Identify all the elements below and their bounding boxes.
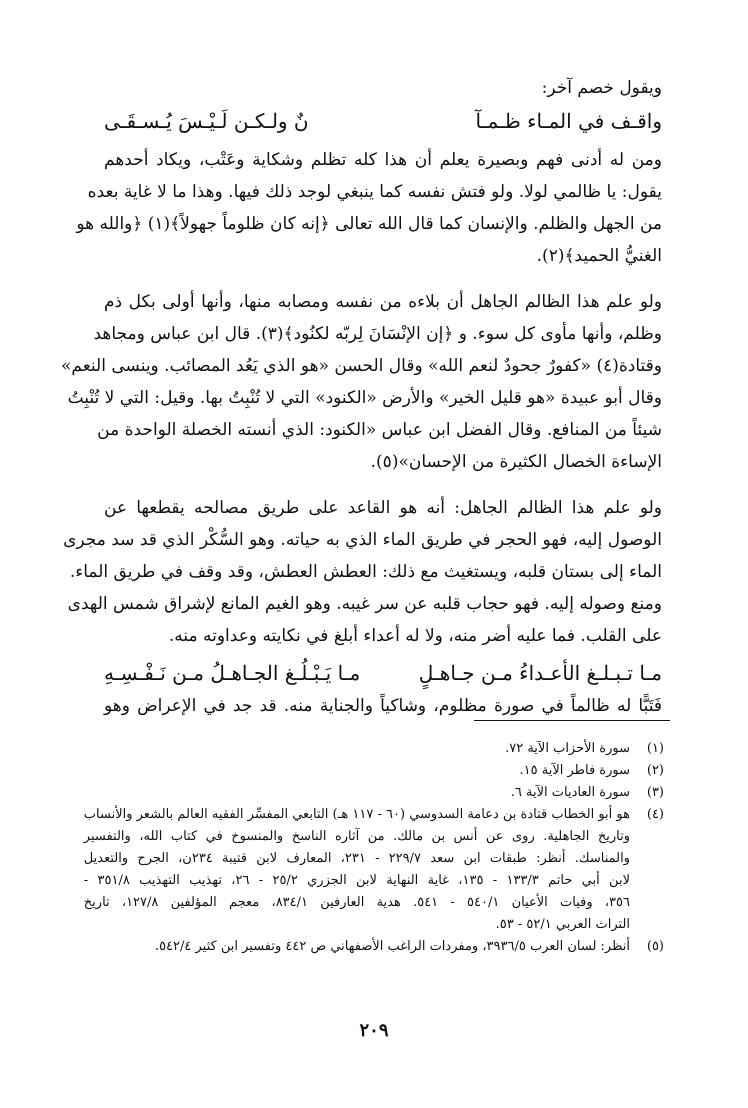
paragraph-line: الماء إلى بستان قلبه، ويستغيث مع ذلك: العطش العطش، وقد وقف في طريق الماء. (69, 562, 662, 582)
paragraph-line: الغنيُّ الحميد﴾(٢). (536, 246, 662, 266)
footnote-text: التراث العربي ٥٢/١ - ٥٣. (495, 917, 630, 932)
footnote-3 (104, 782, 664, 804)
footnote-number: (١) (646, 741, 664, 756)
verse-1 (104, 104, 662, 138)
footnote-text: ٣٥٦، وفيات الأعيان ٥٤٠/١ - ٥٤١. هدية العارفين ٨٣٤/١، معجم المؤلفين ١٢٧/٨، تاريخ (83, 895, 630, 910)
paragraph-line: وقال أبو عبيدة «هو قليل الخير» والأرض «الكنود» التي لا تُنْبِتُ بها. وقيل: التي لا تُنْبِتُ (67, 388, 662, 408)
paragraph-line: من الجهل والظلم. والإنسان كما قال الله تعالى ﴿إنه كان ظلوماً جهولاً﴾(١) ﴿والله هو (76, 214, 662, 234)
footnote-text: سورة الأحزاب الآية ٧٢. (505, 741, 630, 756)
footnote-number: (٤) (646, 807, 664, 822)
paragraph-line: على القلب. فما عليه أضر منه، ولا له أعداء أبلغ في نكايته وعداوته منه. (168, 626, 662, 646)
paragraph-4-line: فَتَبًّا له ظالماً في صورة مظلوم، وشاكياً والجناية منه. قد جد في الإعراض وهو (104, 696, 662, 716)
footnote-number: (٥) (646, 939, 664, 954)
paragraph-line: ومنع وصوله إليه. فهو حجاب قلبه عن سر غيبه. وهو الغيم المانع لإشراق شمس الهدى (67, 594, 662, 614)
footnote-number: (٣) (646, 785, 664, 800)
footnote-text: والمناسك. أنظر: طبقات ابن سعد ٢٢٩/٧ - ٢٣١، المعارف لابن قتيبة ٢٣٤ن، الجرح والتعديل (83, 851, 631, 866)
footnote-text: أنظر: لسان العرب ٣٩٣٦/٥، ومفردات الراغب الأصفهاني ص ٤٤٢ وتفسير ابن كثير ٥٤٢/٤. (154, 939, 630, 954)
paragraph-line: شيئاً من المنافع. وقال الفضل ابن عباس «الكنود: الذي أنسته الخصلة الواحدة من (97, 420, 662, 440)
footnote-separator (474, 720, 670, 721)
verse-1-right-hemistich: واقـف في المـاء ظـمـآ (475, 109, 662, 133)
footnote-1 (104, 738, 664, 760)
footnote-text: هو أبو الخطاب قتادة بن دعامة السدوسي (٦٠ - ١١٧ هـ) التابعي المفسِّر الفقيه العالم بالشعر والأنساب (83, 807, 630, 822)
paragraph-line: الوصول إليه، فهو الحجر في طريق الماء الذي به حياته. وهو السُّكْر الذي قد سد مجرى (63, 530, 662, 550)
paragraph-2 (61, 286, 662, 478)
paragraph-3 (63, 492, 662, 652)
footnote-4 (83, 804, 664, 936)
footnote-text: وتاريخ الجاهلية. روى عن أنس بن مالك. من آثاره الناسخ والمنسوخ في كتاب الله، والتفسير (83, 829, 630, 844)
intro-line: ويقول خصم آخر: (541, 78, 662, 98)
main-text (61, 72, 662, 722)
verse-1-left-hemistich: نٌ ولـكـن لَـيْـسَ يُـسـقَـى (104, 109, 309, 133)
footnote-5 (104, 936, 664, 958)
verse-2-left-hemistich: مـا يَـبْـلُـغ الجـاهـلُ مـن نَـفْـسِـهِ (104, 661, 361, 685)
paragraph-line: وظلم، وأنها مأوى كل سوء. و ﴿إن الإنْسَانَ لِربّه لكنُود﴾(٣). قال ابن عباس ومجاهد (93, 324, 662, 344)
footnote-2 (104, 760, 664, 782)
paragraph-1 (76, 144, 662, 272)
verse-2-right-hemistich: مـا تـبـلـغ الأعـداءُ مـن جـاهـلٍ (418, 661, 662, 685)
paragraph-line: الإساءة الخصال الكثيرة من الإحسان»(٥). (370, 452, 662, 472)
paragraph-line: وقتادة(٤) «كفورٌ جحودٌ لنعم الله» وقال الحسن «هو الذي يَعُد المصائب. وينسى النعم» (61, 356, 662, 376)
paragraph-line: ولو علم هذا الظالم الجاهل: أنه هو القاعد على طريق مصالحه يقطعها عن (104, 498, 662, 518)
footnote-number: (٢) (646, 763, 664, 778)
page-number: ٢٠٩ (359, 1020, 389, 1041)
footnote-text: لابن أبي حاتم ١٣٣/٣ - ١٣٥، غاية النهاية لابن الجزري ٢٥/٢ - ٢٦، تهذيب التهذيب ٣٥١/٨ - (83, 873, 630, 888)
paragraph-line: يقول: يا ظالمي لولا. ولو فتش نفسه كما ينبغي لوجد ذلك فيها. وهذا ما لا غاية بعده (87, 182, 662, 202)
footnotes (83, 738, 664, 958)
footnote-text: سورة العاديات الآية ٦. (510, 785, 630, 800)
footnote-text: سورة فاطر الآية ١٥. (519, 763, 630, 778)
verse-2 (104, 656, 662, 690)
paragraph-line: ومن له أدنى فهم وبصيرة يعلم أن هذا كله تظلم وشكاية وعَتْب، ويكاد أحدهم (104, 150, 662, 170)
paragraph-line: ولو علم هذا الظالم الجاهل أن بلاءه من نفسه ومصابه منها، وأنها أولى بكل ذم (104, 292, 662, 312)
